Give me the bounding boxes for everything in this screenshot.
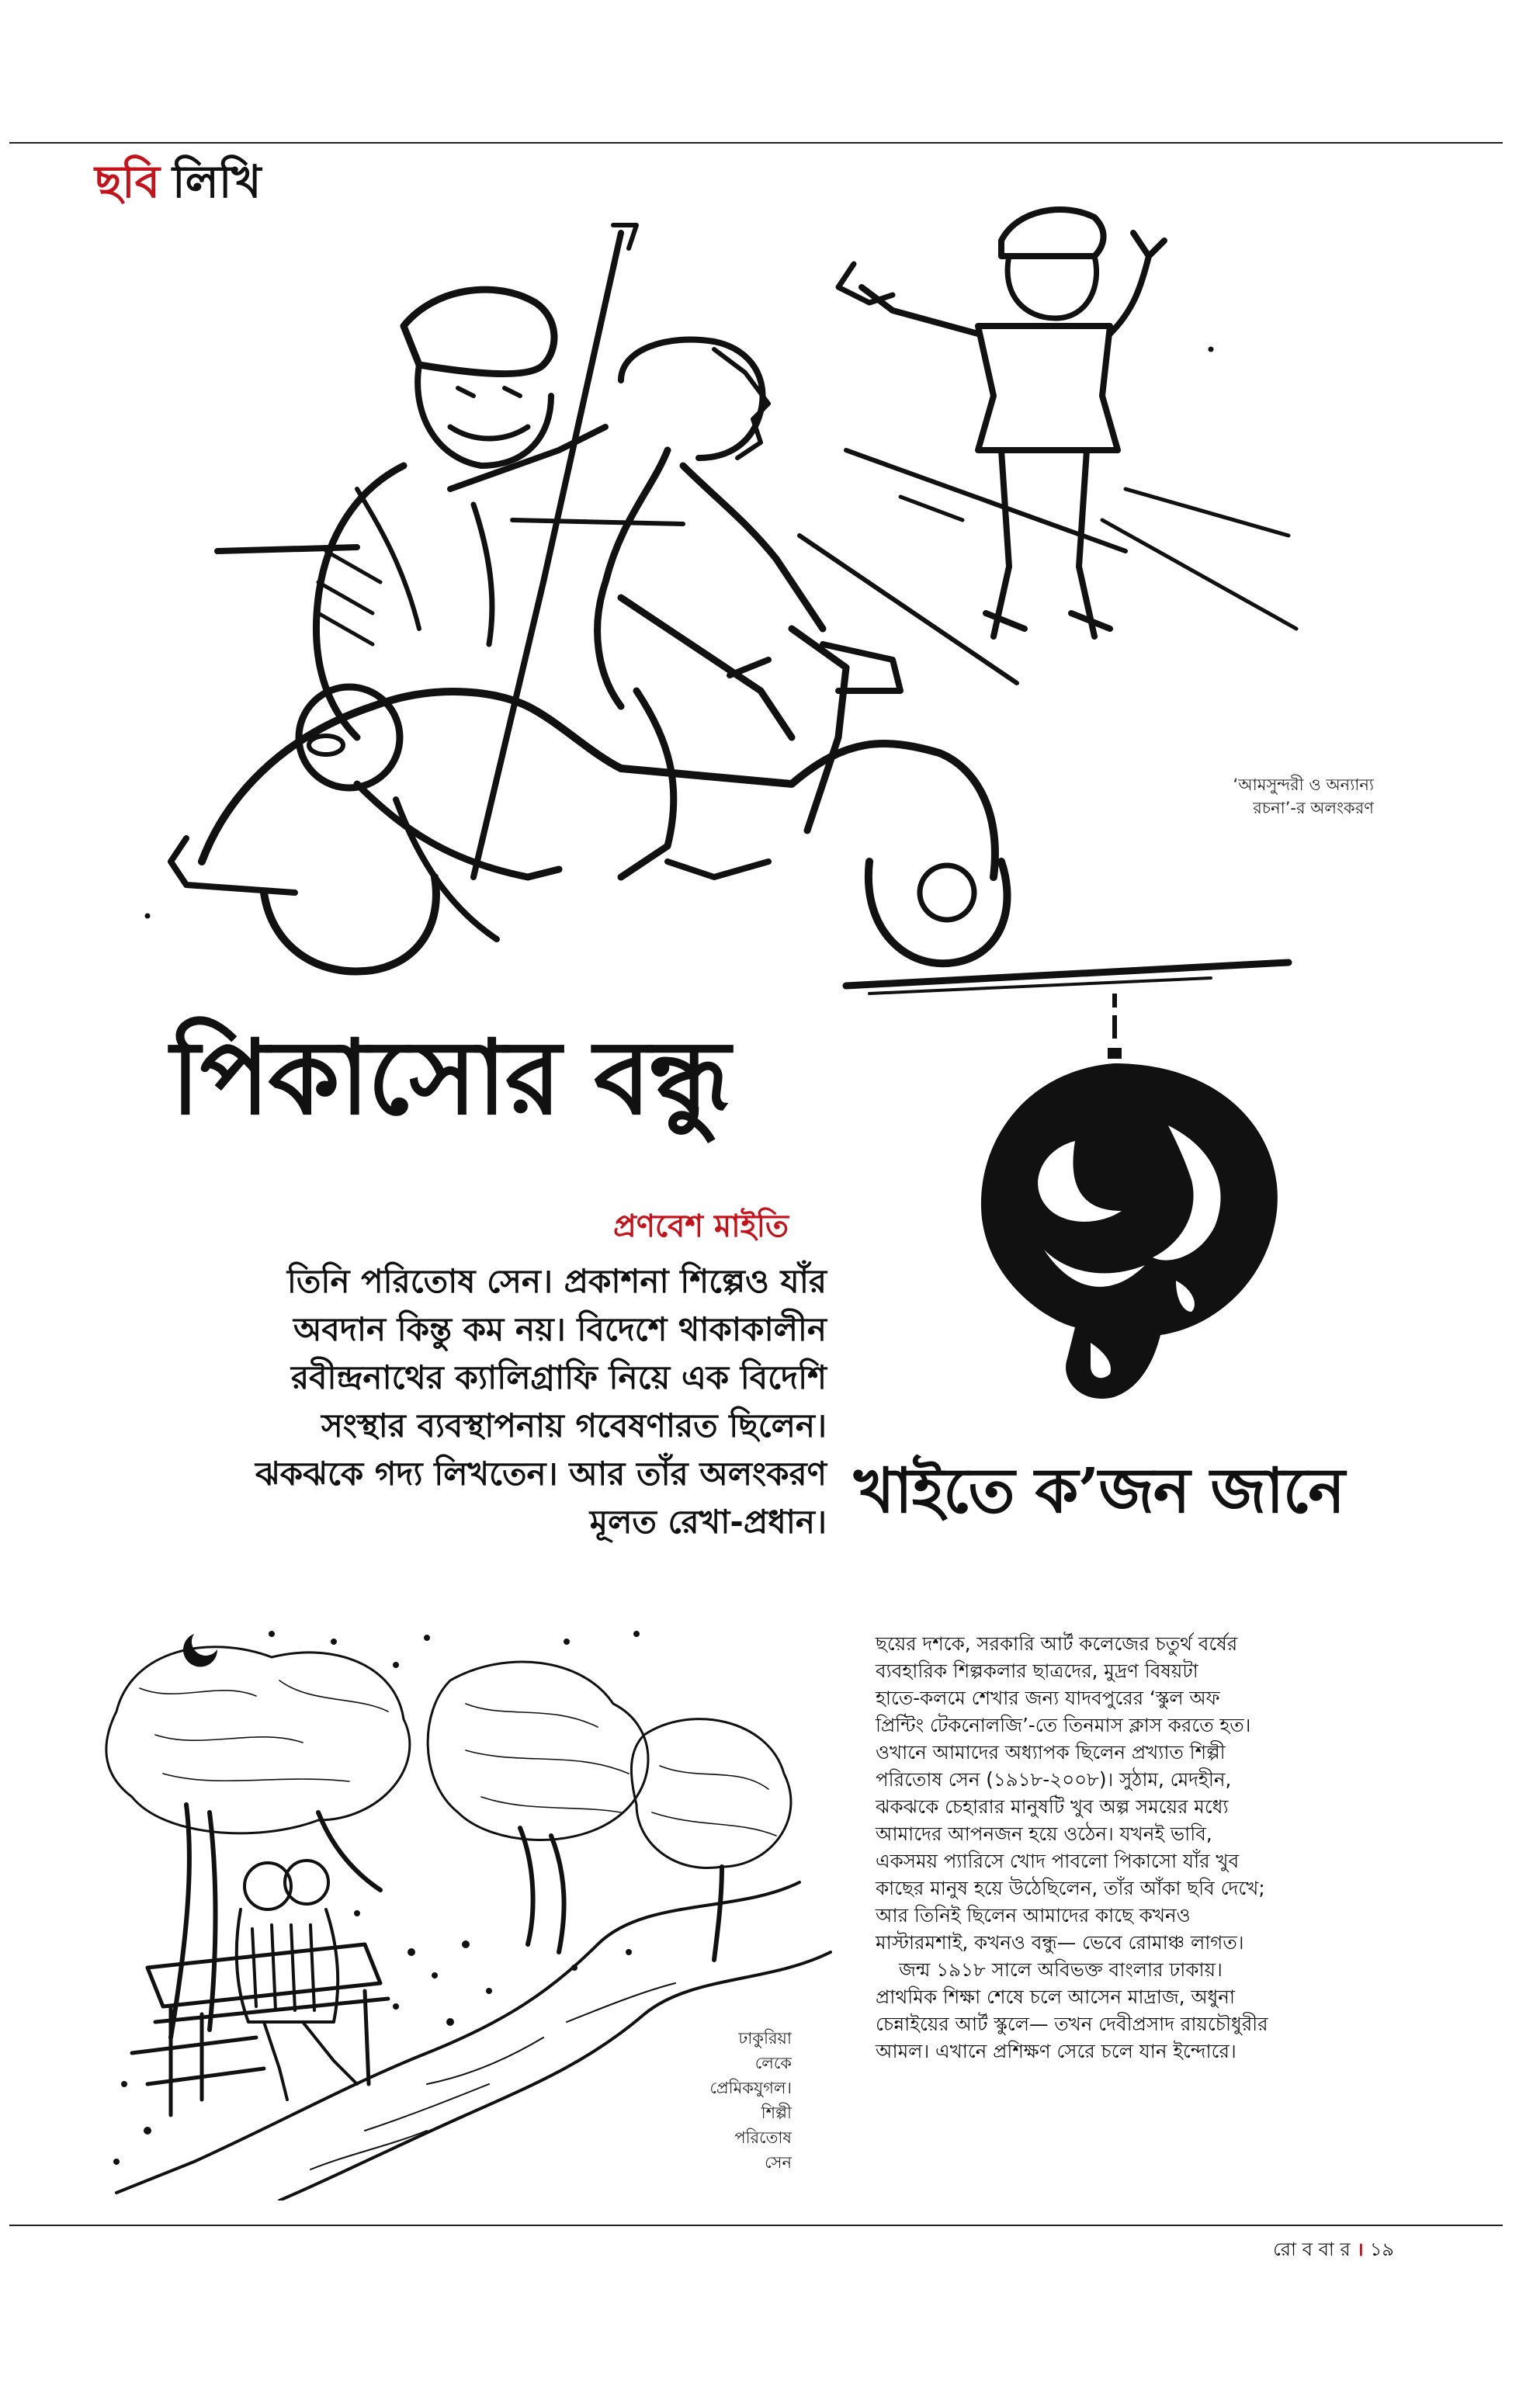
caption-line-1: ‘আমসুন্দরী ও অন্যান্য bbox=[1233, 775, 1374, 794]
article-body bbox=[876, 1630, 1349, 2065]
article-intro bbox=[167, 1257, 827, 1546]
caption-line: প্রেমিকযুগল। bbox=[709, 2079, 792, 2097]
top-illustration-caption bbox=[1126, 773, 1374, 820]
intro-line: সংস্থার ব্যবস্থাপনায় গবেষণারত ছিলেন। bbox=[321, 1406, 827, 1444]
body-line: জন্ম ১৯১৮ সালে অবিভক্ত বাংলার ঢাকায়। bbox=[899, 1958, 1223, 1981]
footer-separator: । bbox=[1356, 2239, 1364, 2260]
caption-line: লেকে bbox=[754, 2054, 792, 2072]
page-number: ১৯ bbox=[1369, 2239, 1394, 2260]
body-line: প্রিন্টিং টেকনোলজি’-তে তিনমাস ক্লাস করতে হত। bbox=[876, 1714, 1251, 1736]
scooter-illustration bbox=[124, 194, 1327, 1001]
body-line: কাছের মানুষ হয়ে উঠেছিলেন, তাঁর আঁকা ছবি দেখে; bbox=[876, 1877, 1265, 1899]
body-line: আমল। এখানে প্রশিক্ষণ সেরে চলে যান ইন্দোরে। bbox=[876, 2040, 1237, 2062]
logo-caption: খাইতে ক’জন জানে bbox=[854, 1454, 1345, 1527]
body-line: একসময় প্যারিসে খোদ পাবলো পিকাসো যাঁর খুব bbox=[876, 1850, 1240, 1872]
caption-line: সেন bbox=[765, 2153, 792, 2172]
caption-line-2: রচনা’-র অলংকরণ bbox=[1253, 799, 1374, 817]
caption-line: পরিতোষ bbox=[734, 2128, 792, 2147]
caption-line: শিল্পী bbox=[761, 2103, 792, 2122]
intro-line: রবীন্দ্রনাথের ক্যালিগ্রাফি নিয়ে এক বিদেশি bbox=[290, 1358, 827, 1396]
body-line: ঝকঝকে চেহারার মানুষটি খুব অল্প সময়ের মধ্যে bbox=[876, 1795, 1229, 1818]
magazine-name: রো ব বা র bbox=[1273, 2239, 1351, 2260]
page-footer bbox=[1273, 2235, 1394, 2266]
body-line: আমাদের আপনজন হয়ে ওঠেন। যখনই ভাবি, bbox=[876, 1822, 1212, 1845]
body-line: চেন্নাইয়ের আর্ট স্কুলে— তখন দেবীপ্রসাদ রায়চৌধুরীর bbox=[876, 2013, 1268, 2035]
body-line: মাস্টারমশাই, কখনও বন্ধু— ভেবে রোমাঞ্চ লাগত। bbox=[876, 1931, 1244, 1954]
section-label-red: ছবি bbox=[95, 155, 161, 208]
body-line: আর তিনিই ছিলেন আমাদের কাছে কখনও bbox=[876, 1904, 1191, 1927]
intro-line: মূলত রেখা-প্রধান। bbox=[589, 1503, 827, 1541]
caption-line: ঢাকুরিয়া bbox=[738, 2029, 792, 2048]
intro-line: অবদান কিন্তু কম নয়। বিদেশে থাকাকালীন bbox=[293, 1310, 827, 1348]
body-line: ছয়ের দশকে, সরকারি আর্ট কলেজের চতুর্থ বর্ষের bbox=[876, 1632, 1238, 1655]
bottom-illustration-caption bbox=[668, 2026, 792, 2175]
article-title: পিকাসোর বন্ধু bbox=[171, 1018, 730, 1138]
body-line: প্রাথমিক শিক্ষা শেষে চলে আসেন মাদ্রাজ, অধুনা bbox=[876, 1985, 1236, 2008]
body-line: ব্যবহারিক শিল্পকলার ছাত্রদের, মুদ্রণ বিষয়টা bbox=[876, 1659, 1198, 1682]
bottom-rule bbox=[9, 2225, 1503, 2226]
intro-line: তিনি পরিতোষ সেন। প্রকাশনা শিল্পেও যাঁর bbox=[286, 1262, 827, 1300]
body-line: হাতে-কলমে শেখার জন্য যাদবপুরের ‘স্কুল অফ bbox=[876, 1687, 1220, 1709]
section-label-black: লিখি bbox=[172, 155, 262, 208]
top-rule bbox=[9, 142, 1503, 144]
body-line: ওখানে আমাদের অধ্যাপক ছিলেন প্রখ্যাত শিল্পী bbox=[876, 1741, 1226, 1764]
body-line: পরিতোষ সেন (১৯১৮-২০০৮)। সুঠাম, মেদহীন, bbox=[876, 1768, 1232, 1791]
article-author: প্রণবেশ মাইতি bbox=[613, 1209, 789, 1244]
intro-line: ঝকঝকে গদ্য লিখতেন। আর তাঁর অলংকরণ bbox=[255, 1455, 827, 1493]
calligraphy-mark bbox=[959, 994, 1300, 1413]
